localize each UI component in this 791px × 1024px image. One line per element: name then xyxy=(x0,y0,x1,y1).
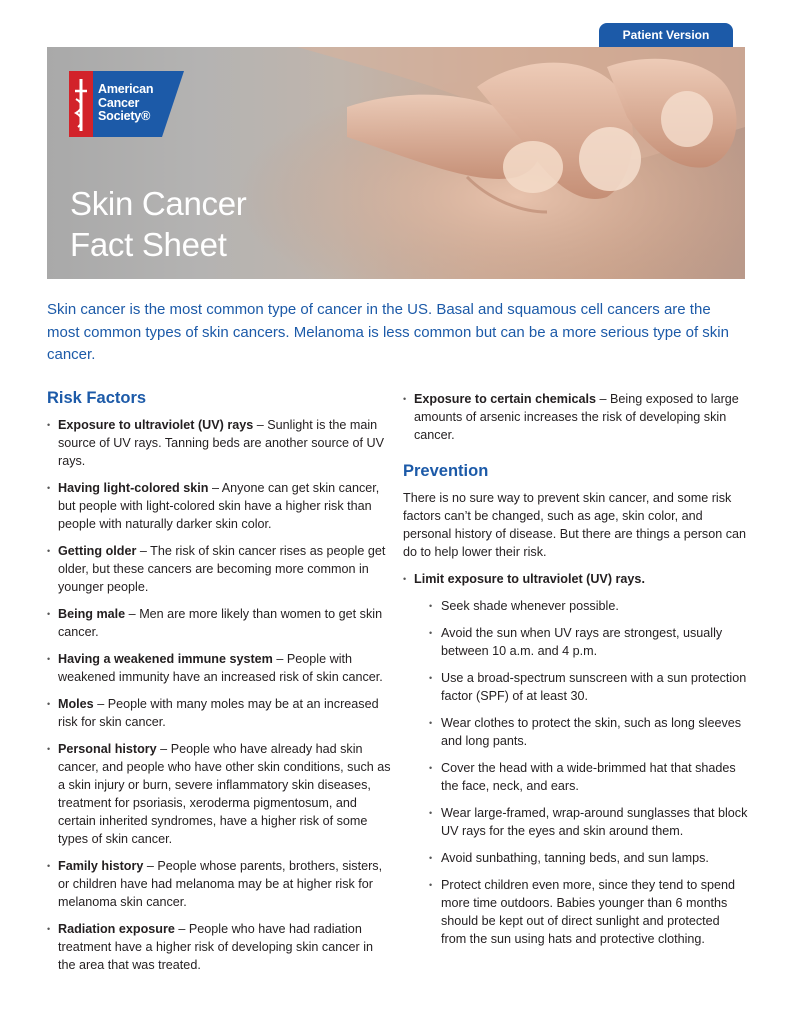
list-item: • Protect children even more, since they tend to spend more time outdoors. Babies younger than 6 months should be kept out of direct sunlight and protected from the sun using hats and protective clothing. xyxy=(414,876,748,948)
patient-version-tab: Patient Version xyxy=(599,23,733,47)
acs-logo-wordmark: American Cancer Society® xyxy=(98,82,154,123)
risk-factors-list-continued xyxy=(403,390,748,444)
list-item: • Seek shade whenever possible. xyxy=(414,597,748,615)
list-item: • Exposure to ultraviolet (UV) rays – Sunlight is the main source of UV rays. Tanning beds are another source of UV rays. xyxy=(47,416,392,470)
left-column xyxy=(47,388,392,983)
prevention-intro: There is no sure way to prevent skin cancer, and some risk factors can’t be changed, such as age, skin color, and personal history of disease. But there are things a person can do to help lower their risk. xyxy=(403,491,747,559)
list-item: • Family history – People whose parents, brothers, sisters, or children have had melanoma may be at higher risk for melanoma skin cancer. xyxy=(47,857,392,911)
list-item: • Use a broad-spectrum sunscreen with a sun protection factor (SPF) of at least 30. xyxy=(414,669,748,705)
list-item: • Wear large-framed, wrap-around sunglasses that block UV rays for the eyes and skin around them. xyxy=(414,804,748,840)
prevention-heading: Prevention xyxy=(403,462,489,480)
list-item: • Personal history – People who have already had skin cancer, and people who have other skin conditions, such as a skin injury or burn, severe inflammatory skin diseases, treatment for psoriasis, xeroderma pigmentosum, and certain inherited syndromes, have a higher risk of some types of skin cancer. xyxy=(47,740,392,848)
list-item: • Avoid the sun when UV rays are strongest, usually between 10 a.m. and 4 p.m. xyxy=(414,624,748,660)
right-column xyxy=(403,390,748,957)
hero-banner xyxy=(47,47,745,279)
list-item: • Wear clothes to protect the skin, such as long sleeves and long pants. xyxy=(414,714,748,750)
page-title: Skin Cancer Fact Sheet xyxy=(70,185,247,263)
acs-logo xyxy=(69,69,184,139)
list-item: • Radiation exposure – People who have had radiation treatment have a higher risk of developing skin cancer in the area that was treated. xyxy=(47,920,392,974)
list-item: • Having a weakened immune system – People with weakened immunity have an increased risk of skin cancer. xyxy=(47,650,392,686)
intro-paragraph: Skin cancer is the most common type of cancer in the US. Basal and squamous cell cancers are the most common types of skin cancers. Melanoma is less common but can be a more serious type of skin cancer. xyxy=(47,301,729,363)
list-item: • Limit exposure to ultraviolet (UV) rays. • Seek shade whenever possible. • Avoid the sun when UV rays are strongest, usually between 10 a.m. and 4 p.m. • Use a broad-spectrum sunscreen with a sun protection factor (SPF) of at least 30. • Wear clothes to protect the skin, such as long sleeves and long pants. • Cover the head with a wide-brimmed hat that shades the face, neck, and ears. • Wear large-framed, wrap-around sunglasses that block UV rays for the eyes and skin around them. • Avoid sunbathing, tanning beds, and sun lamps. • Protect children even more, since they tend to spend more time outdoors. Babies younger than 6 months should be kept out of direct sunlight and protected from the sun using hats and protective clothing. xyxy=(403,570,748,948)
list-item: • Moles – People with many moles may be at an increased risk for skin cancer. xyxy=(47,695,392,731)
list-item: • Having light-colored skin – Anyone can get skin cancer, but people with light-colored skin have a higher risk than people with naturally darker skin color. xyxy=(47,479,392,533)
risk-factors-heading: Risk Factors xyxy=(47,389,147,407)
list-item: • Getting older – The risk of skin cancer rises as people get older, but these cancers are becoming more common in younger people. xyxy=(47,542,392,596)
list-item: • Being male – Men are more likely than women to get skin cancer. xyxy=(47,605,392,641)
list-item: • Cover the head with a wide-brimmed hat that shades the face, neck, and ears. xyxy=(414,759,748,795)
list-item: • Exposure to certain chemicals – Being exposed to large amounts of arsenic increases the risk of developing skin cancer. xyxy=(403,390,748,444)
uv-tips-list xyxy=(414,597,748,948)
risk-factors-list xyxy=(47,416,392,974)
prevention-list xyxy=(403,570,748,948)
list-item: • Avoid sunbathing, tanning beds, and sun lamps. xyxy=(414,849,748,867)
